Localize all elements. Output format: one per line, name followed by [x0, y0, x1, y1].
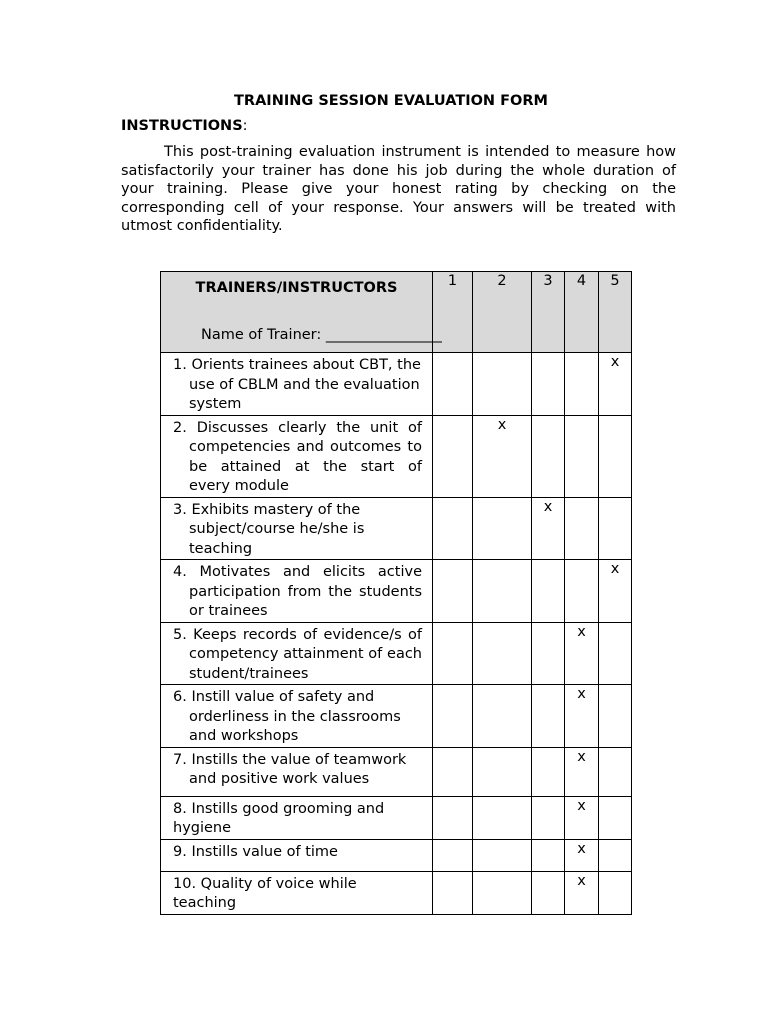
rating-cell-5[interactable]	[599, 415, 632, 497]
rating-cell-2[interactable]	[473, 685, 532, 748]
criterion-cell	[161, 560, 433, 623]
rating-cell-5[interactable]	[599, 685, 632, 748]
table-row	[161, 497, 632, 560]
criterion-text: 2. Discusses clearly the unit of competencies and outcomes to be attained at the start of every module	[173, 419, 422, 494]
table-header-row	[161, 272, 632, 353]
rating-header-4: 4	[565, 272, 599, 353]
criterion-text: 4. Motivates and elicits active participation from the students or trainees	[173, 564, 422, 619]
rating-cell-3[interactable]	[532, 685, 565, 748]
table-row	[161, 685, 632, 748]
check-mark: x	[577, 623, 586, 640]
rating-cell-1[interactable]	[433, 497, 473, 560]
rating-cell-1[interactable]	[433, 685, 473, 748]
rating-cell-2[interactable]	[473, 415, 532, 497]
rating-cell-1[interactable]	[433, 796, 473, 839]
rating-cell-4[interactable]	[565, 497, 599, 560]
rating-cell-5[interactable]	[599, 839, 632, 871]
rating-cell-4[interactable]	[565, 839, 599, 871]
rating-cell-3[interactable]	[532, 497, 565, 560]
rating-cell-3[interactable]	[532, 871, 565, 914]
table-row	[161, 560, 632, 623]
rating-cell-3[interactable]	[532, 796, 565, 839]
criterion-text: 7. Instills the value of teamwork and positive work values	[173, 751, 407, 787]
check-mark: x	[497, 416, 507, 433]
rating-cell-5[interactable]	[599, 497, 632, 560]
rating-cell-4[interactable]	[565, 415, 599, 497]
table-row	[161, 839, 632, 871]
check-mark: x	[577, 686, 586, 702]
criterion-text: 1. Orients trainees about CBT, the use of CBLM and the evaluation system	[173, 357, 421, 412]
rating-cell-4[interactable]	[565, 871, 599, 914]
check-mark: x	[543, 498, 553, 515]
check-mark: x	[577, 840, 586, 857]
instructions-colon: :	[242, 118, 248, 134]
rating-cell-4[interactable]	[565, 747, 599, 796]
rating-cell-4[interactable]	[565, 796, 599, 839]
rating-cell-4[interactable]	[565, 622, 599, 685]
instructions-paragraph: This post-training evaluation instrument is intended to measure how satisfactorily your trainer has done his job during the whole duration of your training. Please give your honest rating by checking on the corresponding cell of your response. Your answers will be treated with utmost confidentiality.	[121, 144, 676, 235]
form-title: TRAINING SESSION EVALUATION FORM	[234, 93, 548, 109]
rating-cell-5[interactable]	[599, 353, 632, 416]
table-row	[161, 415, 632, 497]
criterion-cell	[161, 415, 433, 497]
check-mark: x	[610, 354, 620, 370]
rating-cell-2[interactable]	[473, 560, 532, 623]
trainers-header-cell	[161, 272, 442, 353]
criterion-text: 8. Instills good grooming and hygiene	[173, 800, 385, 836]
rating-cell-3[interactable]	[532, 747, 565, 796]
rating-cell-1[interactable]	[433, 839, 473, 871]
check-mark: x	[577, 797, 586, 814]
rating-cell-3[interactable]	[532, 560, 565, 623]
rating-cell-4[interactable]	[565, 353, 599, 416]
check-mark: x	[577, 872, 586, 889]
rating-cell-5[interactable]	[599, 560, 632, 623]
rating-header-3: 3	[532, 272, 565, 353]
rating-cell-5[interactable]	[599, 871, 632, 914]
rating-cell-1[interactable]	[433, 622, 473, 685]
instructions-heading: INSTRUCTIONS	[121, 118, 243, 134]
criterion-text: 9. Instills value of time	[173, 843, 338, 860]
rating-cell-5[interactable]	[599, 747, 632, 796]
rating-cell-1[interactable]	[433, 747, 473, 796]
instructions-label	[121, 118, 248, 134]
table-row	[161, 622, 632, 685]
criterion-text: 6. Instill value of safety and orderliness in the classrooms and workshops	[173, 689, 401, 744]
evaluation-table	[160, 271, 632, 915]
rating-cell-2[interactable]	[473, 871, 532, 914]
criterion-cell	[161, 747, 433, 796]
criterion-text: 5. Keeps records of evidence/s of competency attainment of each student/trainees	[173, 626, 422, 682]
criterion-cell	[161, 622, 433, 685]
rating-cell-2[interactable]	[473, 497, 532, 560]
rating-cell-2[interactable]	[473, 747, 532, 796]
criterion-cell	[161, 497, 433, 560]
rating-cell-2[interactable]	[473, 622, 532, 685]
rating-header-2: 2	[473, 272, 532, 353]
table-row	[161, 353, 632, 416]
criterion-cell	[161, 685, 433, 748]
criterion-cell	[161, 839, 433, 871]
rating-cell-3[interactable]	[532, 415, 565, 497]
rating-cell-3[interactable]	[532, 622, 565, 685]
rating-cell-2[interactable]	[473, 353, 532, 416]
rating-header-1: 1	[433, 272, 473, 353]
table-row	[161, 871, 632, 914]
rating-cell-5[interactable]	[599, 622, 632, 685]
rating-cell-1[interactable]	[433, 415, 473, 497]
rating-cell-3[interactable]	[532, 839, 565, 871]
rating-cell-2[interactable]	[473, 839, 532, 871]
criterion-text: 10. Quality of voice while teaching	[173, 875, 357, 911]
criterion-cell	[161, 871, 433, 914]
trainers-header-title: TRAINERS/INSTRUCTORS	[195, 280, 398, 296]
rating-cell-1[interactable]	[433, 560, 473, 623]
rating-cell-3[interactable]	[532, 353, 565, 416]
check-mark: x	[610, 561, 620, 577]
rating-cell-4[interactable]	[565, 685, 599, 748]
rating-cell-1[interactable]	[433, 871, 473, 914]
criterion-cell	[161, 353, 433, 416]
criterion-cell	[161, 796, 433, 839]
trainer-name-field[interactable]: Name of Trainer: ________________	[201, 327, 442, 343]
check-mark: x	[577, 748, 586, 765]
rating-cell-4[interactable]	[565, 560, 599, 623]
criterion-text: 3. Exhibits mastery of the subject/course he/she is teaching	[173, 501, 365, 557]
table-row	[161, 796, 632, 839]
table-row	[161, 747, 632, 796]
rating-cell-1[interactable]	[433, 353, 473, 416]
rating-cell-2[interactable]	[473, 796, 532, 839]
rating-header-5: 5	[599, 272, 632, 353]
rating-cell-5[interactable]	[599, 796, 632, 839]
